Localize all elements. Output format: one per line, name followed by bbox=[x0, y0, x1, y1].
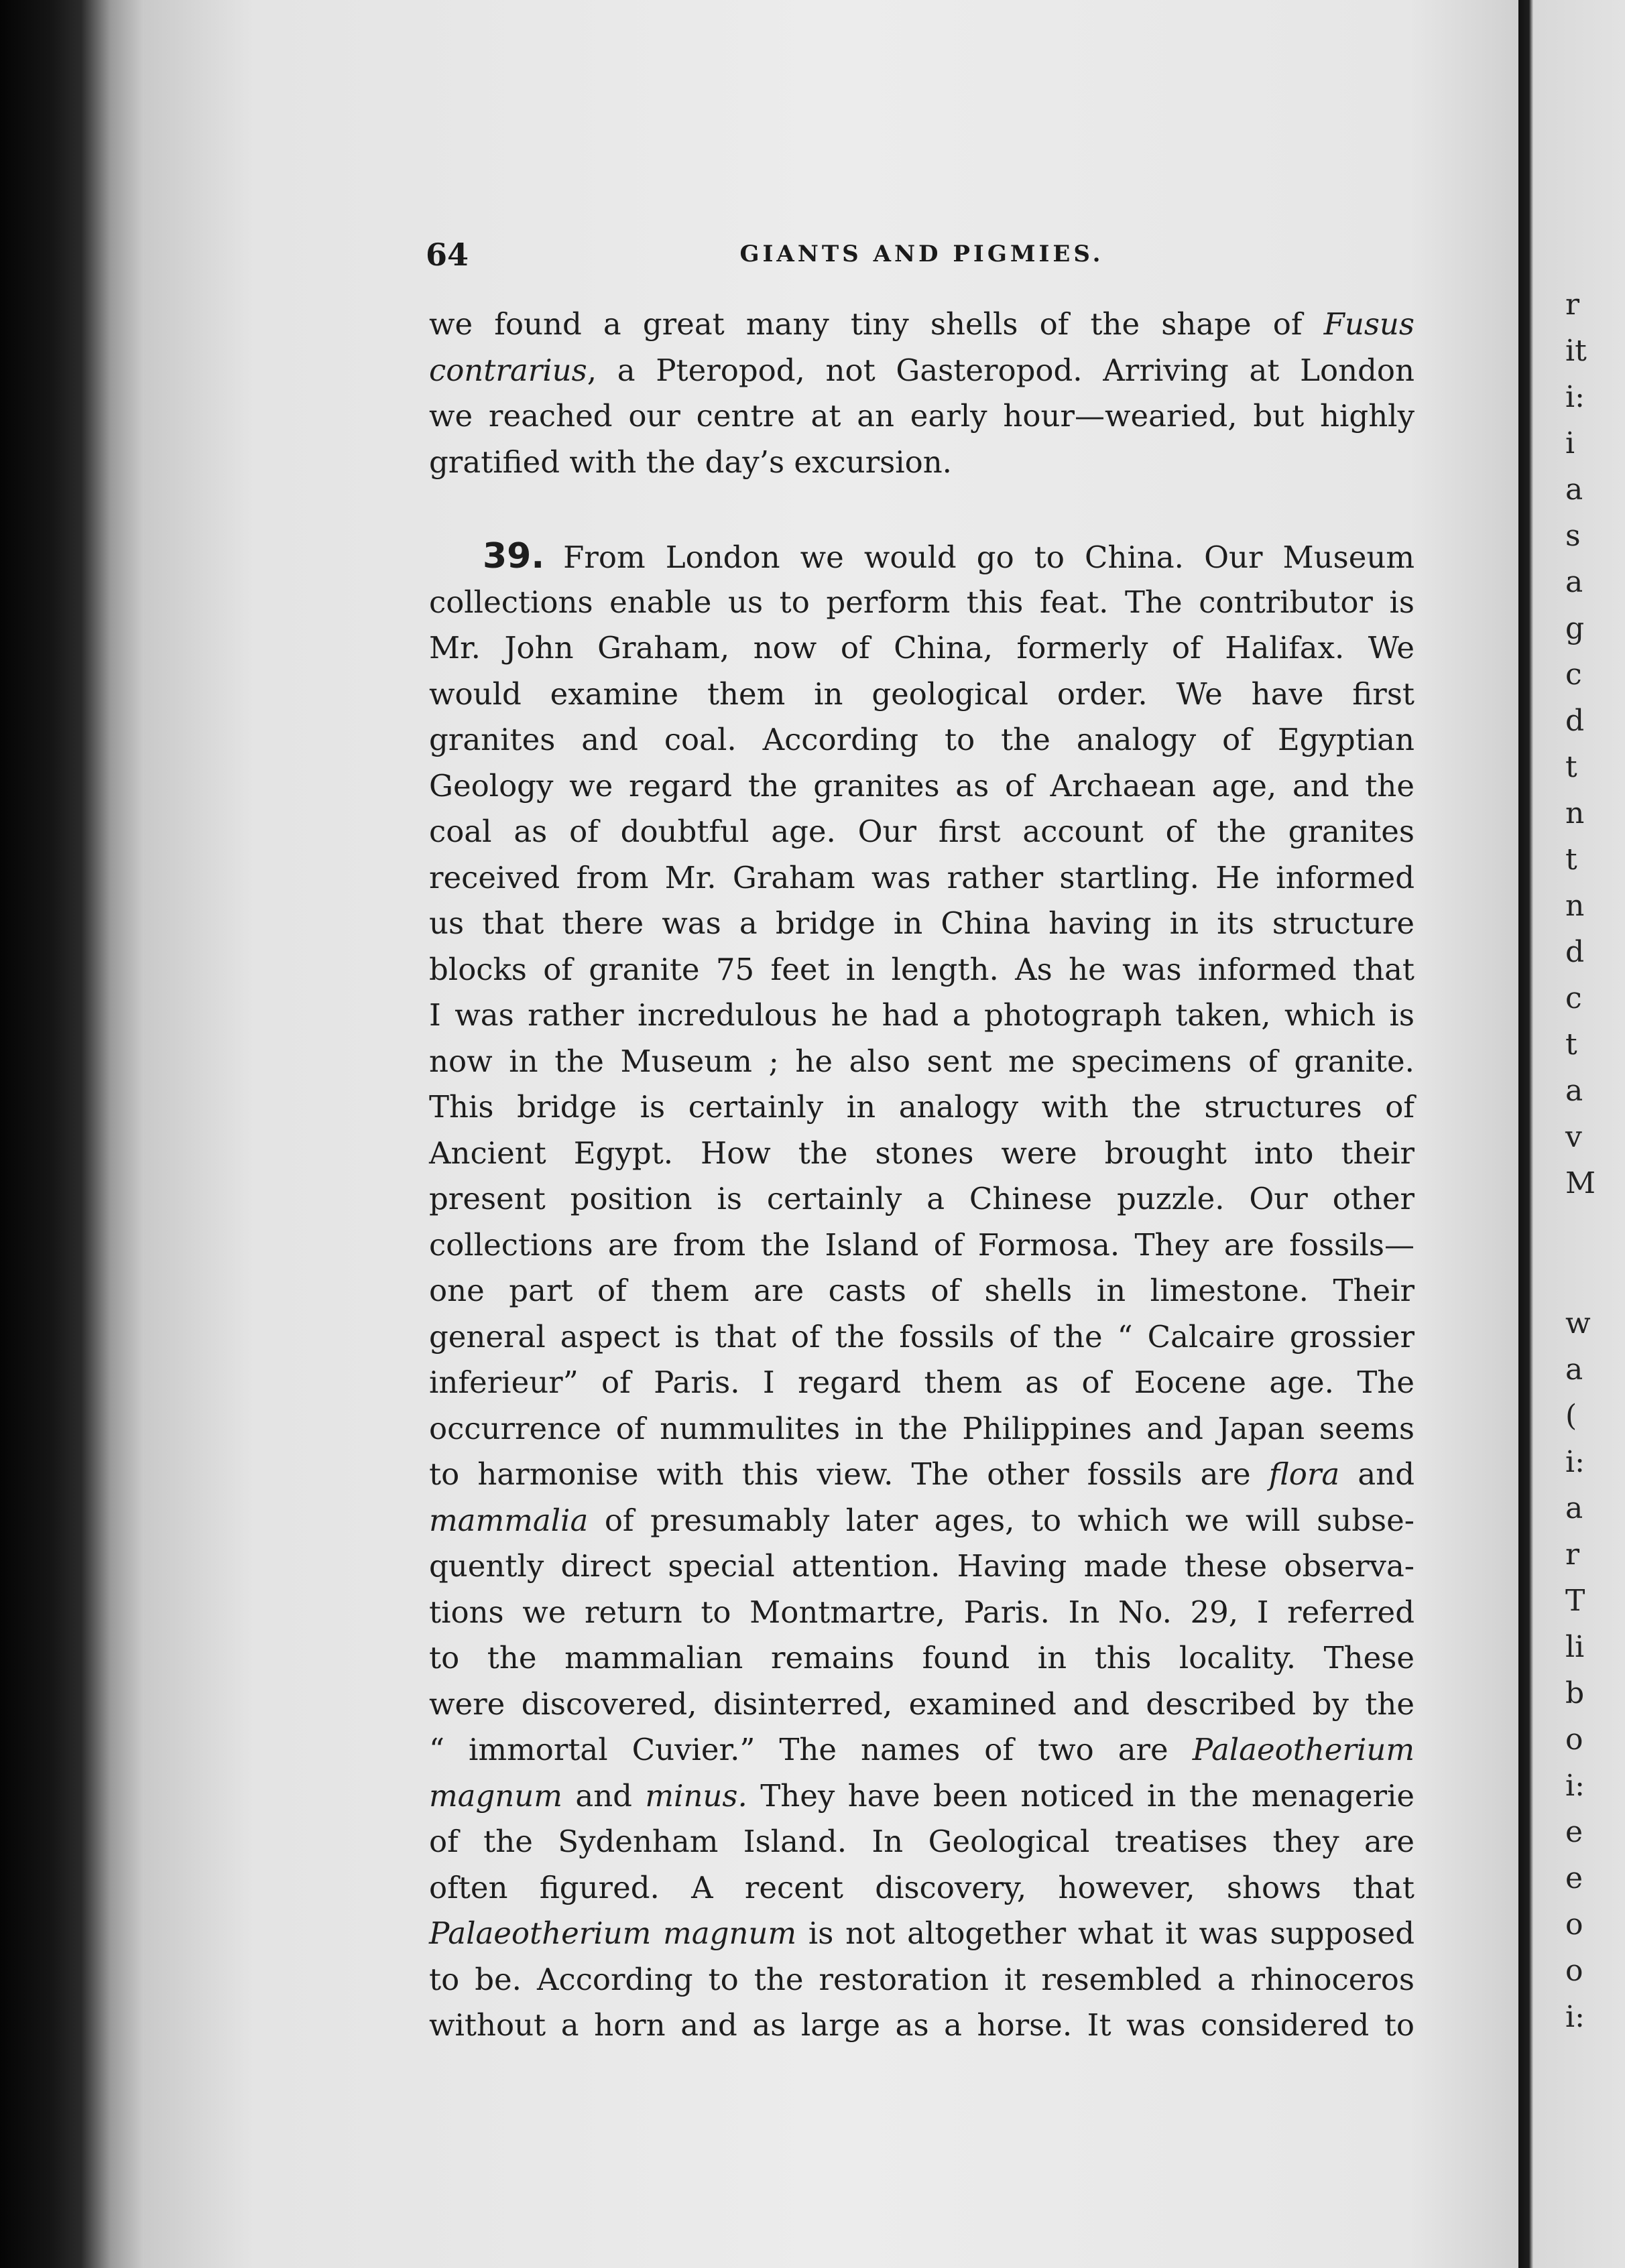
text-line bbox=[429, 809, 1415, 855]
text-segment: “ immortal Cuvier.” The names of two are bbox=[429, 1732, 1193, 1767]
italic-text: magnum bbox=[429, 1777, 562, 1814]
margin-letter: o bbox=[1565, 1722, 1583, 1757]
margin-letter: i: bbox=[1565, 1769, 1585, 1803]
text-line bbox=[429, 302, 1415, 348]
page-header bbox=[426, 231, 1418, 278]
text-line bbox=[429, 1865, 1415, 1911]
text-segment: received from Mr. Graham was rather startling. He informed bbox=[429, 859, 1415, 895]
text-line bbox=[429, 855, 1415, 901]
text-segment: of presumably later ages, to which we will subse- bbox=[588, 1502, 1415, 1538]
italic-text: contrarius bbox=[429, 352, 587, 388]
margin-letter: t bbox=[1565, 750, 1577, 784]
margin-letter: li bbox=[1565, 1630, 1585, 1664]
margin-letter: c bbox=[1565, 981, 1582, 1015]
text-segment: Geology we regard the granites as of Archaean age, and the bbox=[429, 767, 1415, 804]
text-line bbox=[429, 1452, 1415, 1498]
text-segment: quently direct special attention. Having made these observa- bbox=[429, 1548, 1415, 1584]
margin-letter: i bbox=[1565, 426, 1575, 460]
margin-letter: b bbox=[1565, 1676, 1585, 1710]
text-line bbox=[429, 1406, 1415, 1452]
text-line bbox=[429, 1819, 1415, 1865]
text-segment: and bbox=[562, 1777, 646, 1814]
text-segment: would examine them in geological order. We have first bbox=[429, 676, 1415, 712]
text-line bbox=[429, 1131, 1415, 1177]
margin-letter: it bbox=[1565, 334, 1587, 368]
text-segment: were discovered, disinterred, examined and described by the bbox=[429, 1686, 1415, 1722]
text-segment: I was rather incredulous he had a photograph taken, which is bbox=[429, 997, 1415, 1033]
body-text bbox=[429, 302, 1415, 2049]
italic-text: Palaeotherium bbox=[1192, 1732, 1415, 1767]
text-line bbox=[429, 947, 1415, 993]
margin-letter: v bbox=[1565, 1120, 1582, 1154]
text-segment: blocks of granite 75 feet in length. As he was informed that bbox=[429, 951, 1415, 987]
margin-letter: a bbox=[1565, 1074, 1583, 1108]
text-line bbox=[429, 393, 1415, 440]
text-segment: occurrence of nummulites in the Philippines and Japan seems bbox=[429, 1410, 1415, 1446]
margin-letter: e bbox=[1565, 1861, 1583, 1895]
text-line bbox=[429, 1268, 1415, 1314]
margin-letter: t bbox=[1565, 1027, 1577, 1062]
margin-letter: i: bbox=[1565, 1445, 1585, 1479]
text-segment: general aspect is that of the fossils of the “ Calcaire grossier bbox=[429, 1318, 1415, 1354]
margin-letter: r bbox=[1565, 288, 1580, 322]
text-segment: without a horn and as large as a horse. It was considered to bbox=[429, 2007, 1415, 2043]
text-segment: now in the Museum ; he also sent me specimens of granite. bbox=[429, 1043, 1415, 1079]
facing-page-margin-text bbox=[1565, 281, 1619, 2040]
italic-text: minus. bbox=[645, 1777, 747, 1814]
running-title: GIANTS AND PIGMIES. bbox=[739, 241, 1104, 267]
margin-letter: a bbox=[1565, 1352, 1583, 1387]
margin-letter: d bbox=[1565, 704, 1585, 738]
section-first-line: From London we would go to China. Our Museum bbox=[563, 540, 1415, 575]
text-line bbox=[429, 901, 1415, 947]
text-line bbox=[429, 533, 1415, 580]
text-segment: They have been noticed in the menagerie bbox=[747, 1777, 1415, 1814]
margin-letter: s bbox=[1565, 519, 1581, 553]
text-segment: granites and coal. According to the analogy of Egyptian bbox=[429, 722, 1415, 757]
text-line bbox=[429, 1635, 1415, 1682]
book-spine-shadow bbox=[0, 0, 147, 2268]
text-segment: coal as of doubtful age. Our first account of the granites bbox=[429, 814, 1415, 849]
text-segment: tions we return to Montmartre, Paris. In No. 29, I referred bbox=[429, 1594, 1415, 1630]
text-segment: , a Pteropod, not Gasteropod. Arriving at London bbox=[587, 352, 1415, 388]
italic-text: Fusus bbox=[1323, 306, 1415, 342]
text-line bbox=[429, 1084, 1415, 1131]
paragraph-1 bbox=[429, 302, 1415, 485]
italic-text: mammalia bbox=[429, 1502, 589, 1538]
margin-letter bbox=[1565, 1206, 1619, 1300]
text-line bbox=[429, 2003, 1415, 2049]
text-segment: Ancient Egypt. How the stones were brought into their bbox=[429, 1135, 1415, 1171]
text-segment: to be. According to the restoration it resembled a rhinoceros bbox=[429, 1961, 1415, 1997]
text-line bbox=[429, 993, 1415, 1039]
text-segment: to harmonise with this view. The other fossils are bbox=[429, 1456, 1269, 1492]
margin-letter: o bbox=[1565, 1907, 1583, 1942]
text-line bbox=[429, 1957, 1415, 2003]
text-line bbox=[429, 1911, 1415, 1957]
text-line bbox=[429, 1314, 1415, 1361]
italic-text: Palaeotherium magnum bbox=[429, 1915, 797, 1951]
italic-text: flora bbox=[1268, 1456, 1340, 1492]
margin-letter: a bbox=[1565, 1491, 1583, 1525]
section-number: 39. bbox=[483, 536, 545, 576]
text-segment: This bridge is certainly in analogy with the structures of bbox=[429, 1089, 1415, 1125]
margin-letter: t bbox=[1565, 842, 1577, 877]
text-segment: us that there was a bridge in China having in its structure bbox=[429, 905, 1415, 941]
margin-letter: i: bbox=[1565, 380, 1585, 414]
text-line bbox=[429, 672, 1415, 718]
text-segment: gratified with the day’s excursion. bbox=[429, 444, 952, 480]
margin-letter: o bbox=[1565, 1954, 1583, 1988]
margin-letter: w bbox=[1565, 1306, 1591, 1340]
text-line bbox=[429, 1222, 1415, 1269]
text-segment: we reached our centre at an early hour—wearied, but highly bbox=[429, 398, 1415, 434]
margin-letter: T bbox=[1565, 1584, 1585, 1618]
text-segment: we found a great many tiny shells of the shape of bbox=[429, 306, 1324, 342]
text-segment: one part of them are casts of shells in limestone. Their bbox=[429, 1273, 1415, 1308]
text-segment: collections are from the Island of Formosa. They are fossils— bbox=[429, 1226, 1415, 1263]
paragraph-2 bbox=[429, 533, 1415, 2049]
text-segment: to the mammalian remains found in this locality. These bbox=[429, 1640, 1415, 1676]
text-segment: inferieur” of Paris. I regard them as of Eocene age. The bbox=[429, 1365, 1415, 1400]
text-line bbox=[429, 1498, 1415, 1544]
page-number: 64 bbox=[426, 237, 469, 273]
text-line bbox=[429, 440, 1415, 486]
text-line bbox=[429, 1544, 1415, 1590]
text-line bbox=[429, 348, 1415, 394]
margin-letter: i: bbox=[1565, 2000, 1585, 2034]
text-line bbox=[429, 1727, 1415, 1773]
margin-letter: e bbox=[1565, 1815, 1583, 1849]
margin-letter: c bbox=[1565, 657, 1582, 692]
text-line bbox=[429, 580, 1415, 626]
text-line bbox=[429, 717, 1415, 763]
margin-letter: n bbox=[1565, 796, 1585, 830]
margin-letter: d bbox=[1565, 935, 1585, 969]
text-segment: Mr. John Graham, now of China, formerly of Halifax. We bbox=[429, 630, 1415, 666]
text-line bbox=[429, 1773, 1415, 1820]
margin-letter: ( bbox=[1565, 1399, 1577, 1433]
margin-letter: a bbox=[1565, 472, 1583, 507]
text-segment: and bbox=[1339, 1456, 1415, 1492]
margin-letter: n bbox=[1565, 889, 1585, 923]
text-line bbox=[429, 1176, 1415, 1222]
text-segment: is not altogether what it was supposed bbox=[796, 1915, 1415, 1951]
text-line bbox=[429, 1039, 1415, 1085]
margin-letter: g bbox=[1565, 611, 1585, 645]
margin-letter: r bbox=[1565, 1537, 1580, 1572]
margin-letter: a bbox=[1565, 565, 1583, 599]
text-line bbox=[429, 1360, 1415, 1406]
text-line bbox=[429, 763, 1415, 810]
text-line bbox=[429, 625, 1415, 672]
margin-letter: M bbox=[1565, 1166, 1596, 1200]
text-line bbox=[429, 1682, 1415, 1728]
text-segment: often figured. A recent discovery, however, shows that bbox=[429, 1869, 1415, 1905]
text-segment: of the Sydenham Island. In Geological treatises they are bbox=[429, 1824, 1415, 1859]
text-line bbox=[429, 1590, 1415, 1636]
text-segment: present position is certainly a Chinese puzzle. Our other bbox=[429, 1181, 1415, 1216]
text-segment: collections enable us to perform this feat. The contributor is bbox=[429, 584, 1415, 620]
